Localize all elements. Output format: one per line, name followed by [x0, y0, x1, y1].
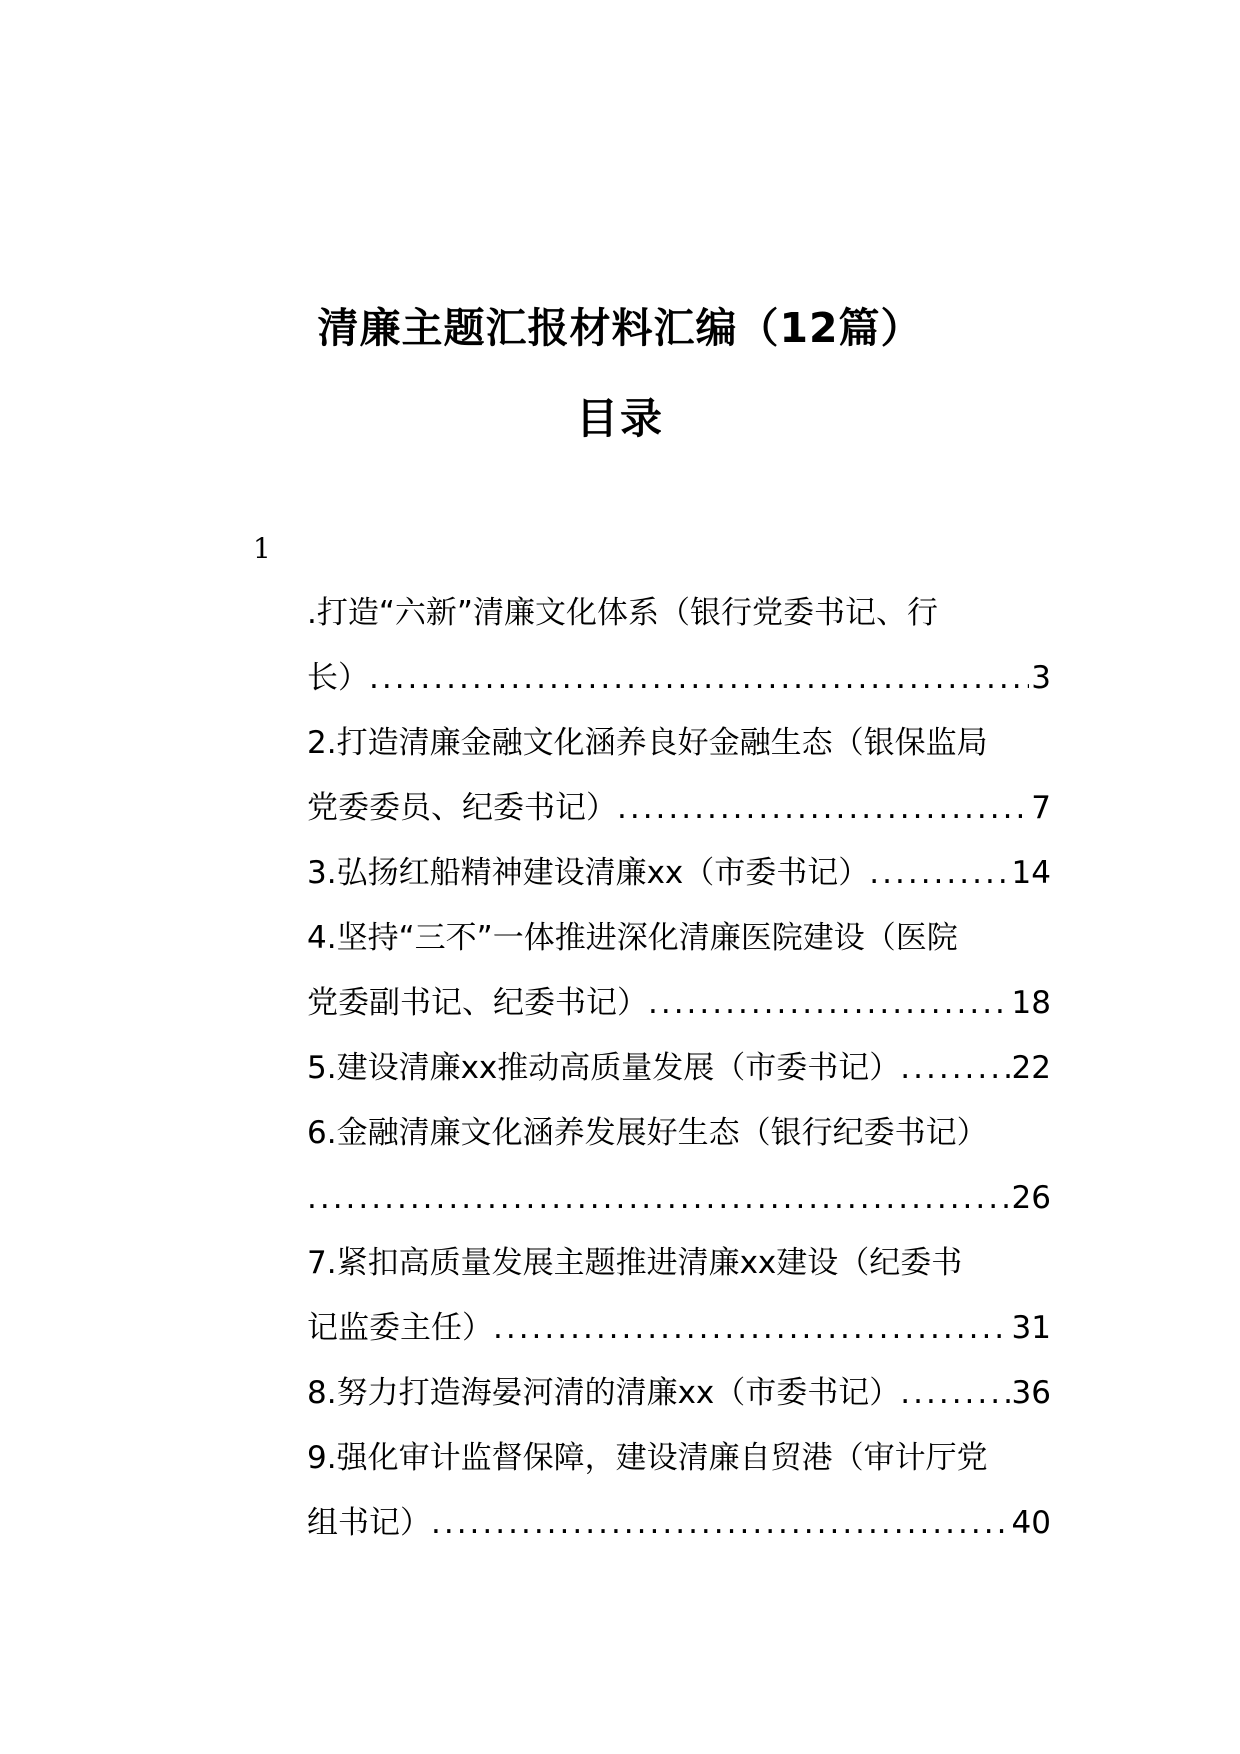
toc-entry-last-line [307, 848, 1051, 913]
toc-leader-dots [869, 848, 1009, 898]
toc-leader-dots [431, 1498, 1010, 1548]
toc-entry[interactable] [307, 913, 1051, 1043]
document-title: 清廉主题汇报材料汇编（12篇） [317, 304, 923, 352]
toc-entry[interactable] [307, 1433, 1051, 1563]
toc-entry[interactable] [307, 1108, 1051, 1238]
toc-page-number: 14 [1011, 855, 1051, 891]
toc-page-number: 40 [1011, 1505, 1051, 1541]
toc-leader-dots [617, 783, 1029, 833]
toc-leader-dots [900, 1043, 1009, 1093]
toc-leader-dots [369, 653, 1029, 703]
toc-entry[interactable] [307, 718, 1051, 848]
toc-entry-text: 6.金融清廉文化涵养发展好生态（银行纪委书记） [307, 1115, 988, 1151]
toc-list [307, 588, 1051, 1563]
toc-entry[interactable] [307, 848, 1051, 913]
toc-page-number: 3 [1031, 660, 1051, 696]
toc-entry-last-line [307, 653, 1051, 718]
toc-page-number: 18 [1011, 985, 1051, 1021]
toc-entry[interactable] [307, 1368, 1051, 1433]
toc-heading: 目录 [575, 394, 664, 443]
toc-entry-text: 党委委员、纪委书记） [307, 790, 617, 826]
toc-entry-last-line [307, 1498, 1051, 1563]
toc-entry-last-line [307, 783, 1051, 848]
toc-entry[interactable] [307, 1238, 1051, 1368]
toc-entry[interactable] [307, 588, 1051, 718]
toc-entry-text: .打造“六新”清廉文化体系（银行党委书记、行 [307, 595, 938, 631]
toc-page-number: 31 [1011, 1310, 1051, 1346]
toc-entry-text: 7.紧扣高质量发展主题推进清廉xx建设（纪委书 [307, 1245, 963, 1281]
toc-entry-text: 记监委主任） [307, 1310, 493, 1346]
toc-leader-dots [900, 1368, 1009, 1418]
toc-entry-text: 8.努力打造海晏河清的清廉xx（市委书记） [307, 1375, 901, 1411]
toc-entry-text: 组书记） [307, 1505, 431, 1541]
page-marker: 1 [253, 532, 271, 565]
toc-entry-text: 2.打造清廉金融文化涵养良好金融生态（银保监局 [307, 725, 988, 761]
toc-entry-text: 9.强化审计监督保障，建设清廉自贸港（审计厅党 [307, 1440, 988, 1476]
toc-entry-text: 4.坚持“三不”一体推进深化清廉医院建设（医院 [307, 920, 958, 956]
toc-entry[interactable] [307, 1043, 1051, 1108]
toc-leader-dots [648, 978, 1010, 1028]
toc-page-number: 7 [1031, 790, 1051, 826]
toc-leader-dots [493, 1303, 1010, 1353]
toc-entry-last-line [307, 978, 1051, 1043]
toc-page-number: 22 [1011, 1050, 1051, 1086]
toc-leader-dots [307, 1173, 1010, 1223]
toc-entry-text: 5.建设清廉xx推动高质量发展（市委书记） [307, 1050, 901, 1086]
toc-entry-text: 长） [307, 660, 369, 696]
toc-page-number: 26 [1011, 1180, 1051, 1216]
toc-entry-last-line [307, 1173, 1051, 1238]
toc-entry-last-line [307, 1368, 1051, 1433]
toc-entry-last-line [307, 1043, 1051, 1108]
toc-entry-text: 党委副书记、纪委书记） [307, 985, 648, 1021]
toc-entry-last-line [307, 1303, 1051, 1368]
toc-entry-text: 3.弘扬红船精神建设清廉xx（市委书记） [307, 855, 870, 891]
toc-page-number: 36 [1011, 1375, 1051, 1411]
